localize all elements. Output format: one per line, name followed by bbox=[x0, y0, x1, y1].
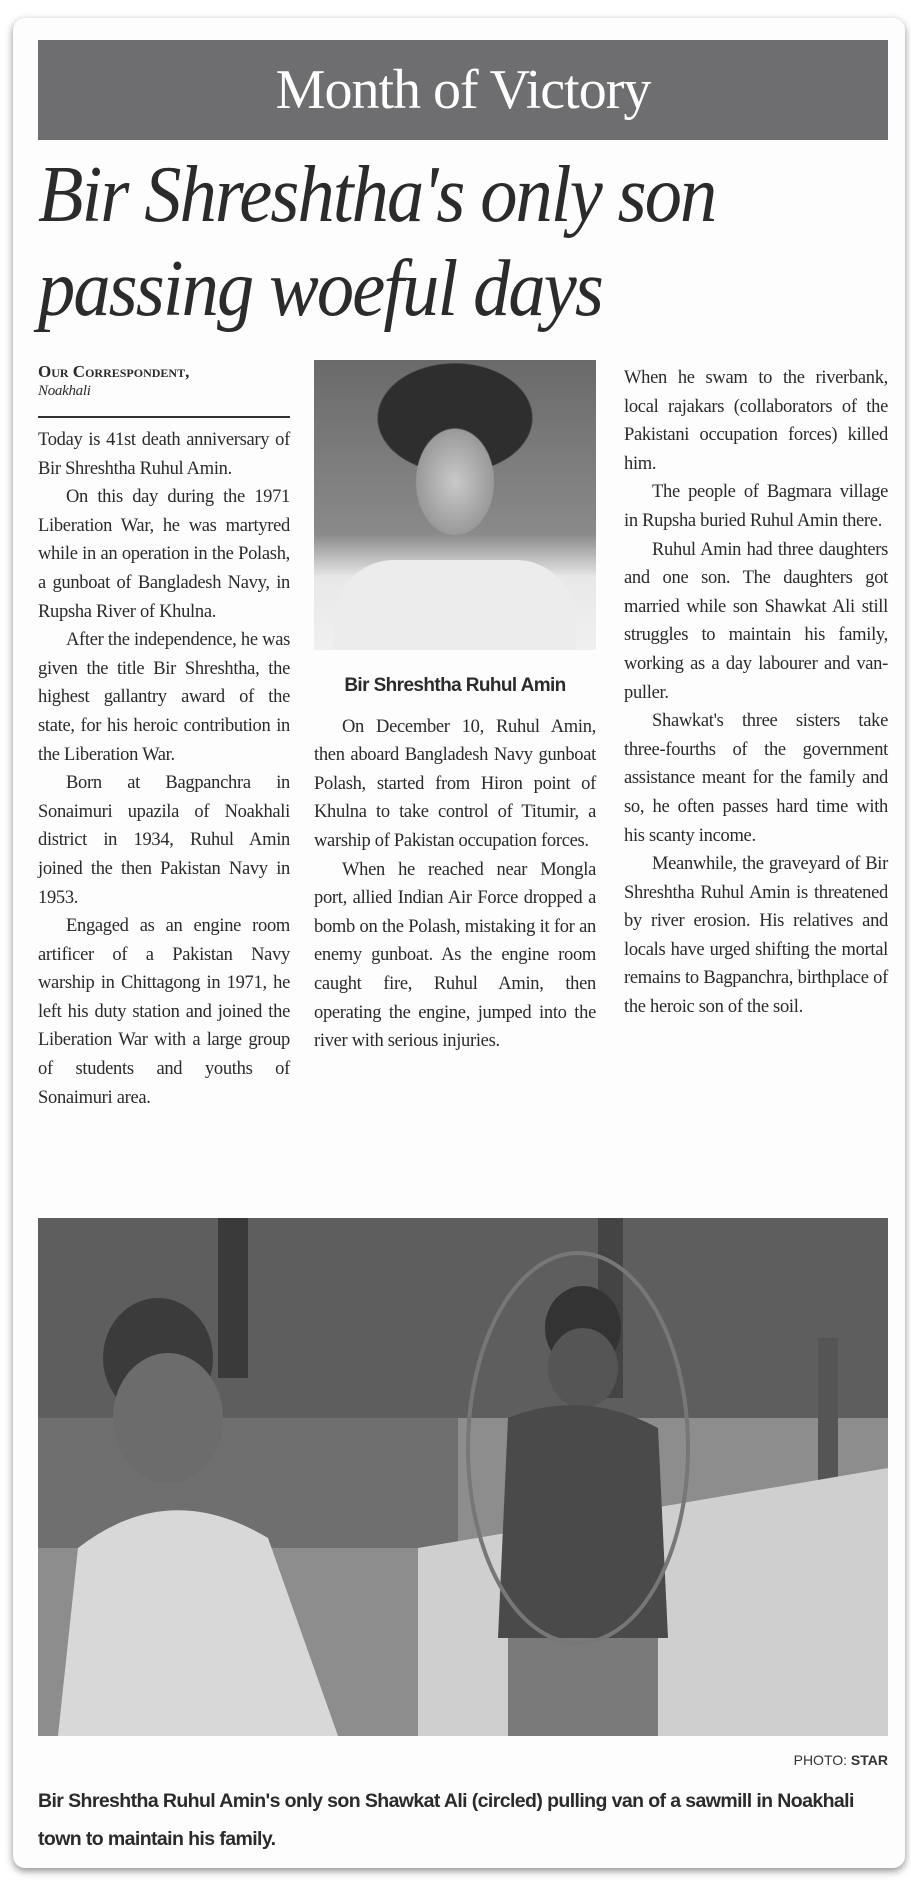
paragraph: When he swam to the riverbank, local rajakars (collaborators of the Pakistani occupation forces) killed him. bbox=[624, 368, 888, 474]
portrait-photo bbox=[314, 360, 596, 650]
news-photo bbox=[38, 1218, 888, 1736]
section-title: Month of Victory bbox=[275, 59, 651, 121]
paragraph: On this day during the 1971 Liberation War, he was martyred while in an operation in the Polash, a gunboat of Bangladesh Navy, in Rupsha River of Khulna. bbox=[38, 487, 290, 622]
headline-line-1: Bir Shreshtha's only son bbox=[38, 151, 716, 239]
paragraph: The people of Bagmara village in Rupsha buried Ruhul Amin there. bbox=[624, 482, 888, 531]
article-column-1 bbox=[38, 362, 290, 1112]
paragraph: On December 10, Ruhul Amin, then aboard Bangladesh Navy gunboat Polash, started from Hiron point of Khulna to take control of Titumir, a warship of Pakistan occupation forces. bbox=[314, 716, 596, 851]
paragraph: Today is 41st death anniversary of Bir Shreshtha Ruhul Amin. bbox=[38, 430, 290, 479]
paragraph: Engaged as an engine room artificer of a Pakistan Navy warship in Chittagong in 1971, he left his duty station and joined the Liberation War with a large group of students and youths of Sonaimuri area. bbox=[38, 916, 290, 1108]
byline-author: Our Correspondent, bbox=[38, 362, 190, 381]
article-column-3 bbox=[624, 364, 888, 1022]
byline-place: Noakhali bbox=[38, 383, 91, 399]
photo-caption: Bir Shreshtha Ruhul Amin's only son Shawkat Ali (circled) pulling van of a sawmill in Noakhali town to maintain his family. bbox=[38, 1790, 854, 1850]
photo-credit-label: PHOTO: bbox=[793, 1752, 848, 1768]
paragraph: Shawkat's three sisters take three-fourths of the government assistance meant for the family and so, he often passes hard time with his scanty income. bbox=[624, 711, 888, 846]
paragraph: When he reached near Mongla port, allied Indian Air Force dropped a bomb on the Polash, mistaking it for an enemy gunboat. As the engine room caught fire, Ruhul Amin, then operating the engine, jumped into the river with serious injuries. bbox=[314, 859, 596, 1052]
photo-credit bbox=[794, 1752, 888, 1768]
byline-divider bbox=[38, 416, 290, 418]
article-column-2 bbox=[314, 360, 596, 1056]
paragraph: Meanwhile, the graveyard of Bir Shreshtha Ruhul Amin is threatened by river erosion. His relatives and locals have urged shifting the mortal remains to Bagpanchra, birthplace of the heroic son of the soil. bbox=[624, 854, 888, 1018]
portrait-caption: Bir Shreshtha Ruhul Amin bbox=[344, 675, 566, 696]
photo-scene bbox=[38, 1218, 888, 1736]
paragraph: After the independence, he was given the title Bir Shreshtha, the highest gallantry award of the state, for his heroic contribution in the Liberation War. bbox=[38, 630, 290, 765]
headline bbox=[38, 148, 838, 336]
photo-credit-source: STAR bbox=[850, 1752, 888, 1768]
headline-line-2: passing woeful days bbox=[38, 245, 603, 333]
section-banner bbox=[38, 40, 888, 140]
paragraph: Born at Bagpanchra in Sonaimuri upazila of Noakhali district in 1934, Ruhul Amin joined the then Pakistan Navy in 1953. bbox=[38, 773, 290, 908]
paragraph: Ruhul Amin had three daughters and one son. The daughters got married while son Shawkat Ali still struggles to maintain his family, working as a day labourer and van-puller. bbox=[624, 539, 888, 703]
